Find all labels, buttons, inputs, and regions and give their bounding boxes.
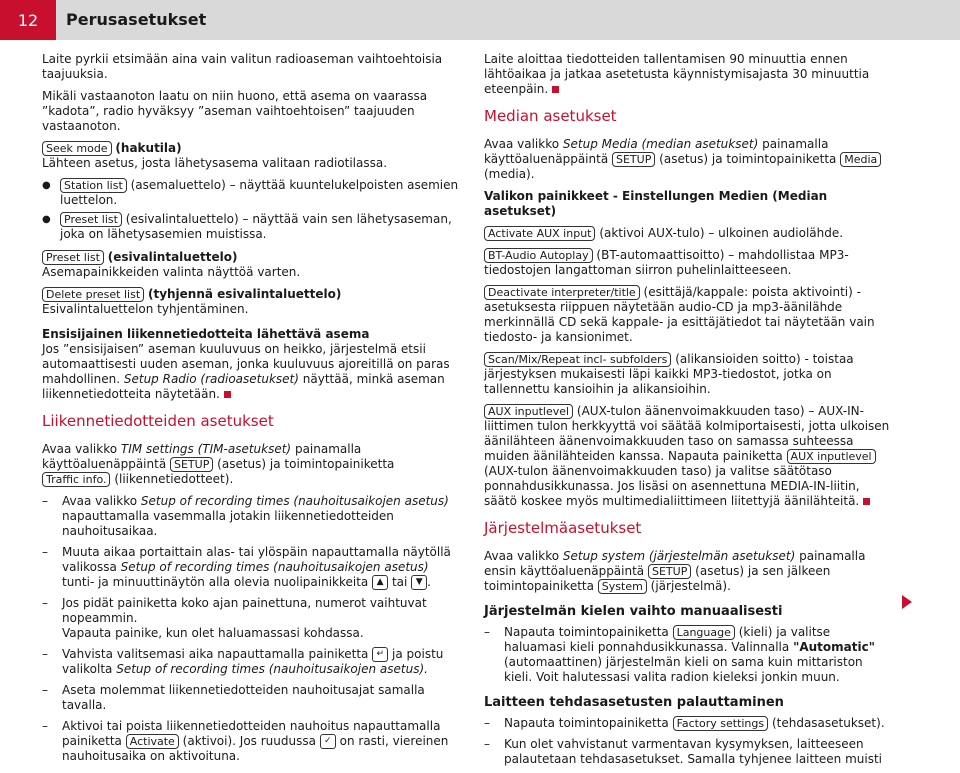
menu-name: Setup Radio (radioasetukset) xyxy=(123,372,299,386)
aux-inputlevel-button: AUX inputlevel xyxy=(787,449,876,464)
preset-list-button: Preset list xyxy=(42,250,104,265)
step-item xyxy=(484,737,894,767)
text: (media). xyxy=(484,167,535,181)
text: painamalla käyttöaluenäppäintä xyxy=(42,442,362,471)
option-name: "Automatic" xyxy=(793,640,875,654)
text: (tehdasasetukset). xyxy=(771,716,885,730)
text: (aktivoi AUX-tulo) – ulkoinen audiolähde. xyxy=(599,226,844,240)
text: (AUX-tulon äänenvoimakkuuden taso) ja valitse säätötaso ponnahdusikkunassa. Jos lisäsi on asennettuna MEDIA-IN-liitin, säätö koskee myös multimedialiittimeen liitettyjä äänilähteitä. xyxy=(484,464,860,508)
page-number: 12 xyxy=(0,0,56,40)
next-page-arrow-icon xyxy=(902,595,912,609)
term: (esivalintaluettelo) xyxy=(107,250,238,264)
subheading: Ensisijainen liikennetiedotteita lähettävä asema xyxy=(42,327,370,341)
delete-preset-entry xyxy=(42,287,464,317)
text: Vapauta painike, kun olet haluamassasi kohdassa. xyxy=(62,626,364,640)
text: (järjestelmä). xyxy=(650,579,731,593)
bt-audio-autoplay-button: BT-Audio Autoplay xyxy=(484,248,593,263)
bullet-item xyxy=(42,178,464,208)
step-item xyxy=(42,647,464,677)
traffic-intro xyxy=(42,442,464,487)
paragraph: Mikäli vastaanoton laatu on niin huono, että asema on vaarassa ”kadota”, radio hyväksyy ”aseman vaihtoehtoisen” taajuuden vastaanoton. xyxy=(42,89,428,133)
text: tunti- ja minuuttinäytön alla olevia nuolipainikkeita xyxy=(62,575,369,589)
step-item xyxy=(42,596,464,641)
media-button: Media xyxy=(840,152,881,167)
bullet-text: (asemaluettelo) – näyttää kuuntelukelpoisten asemien luettelon. xyxy=(60,178,459,207)
section-title-traffic: Liikennetiedotteiden asetukset xyxy=(42,412,274,430)
priority-station-block xyxy=(42,327,464,402)
bullet-item xyxy=(42,212,464,242)
setup-button: SETUP xyxy=(612,152,655,167)
preset-list-button: Preset list xyxy=(60,212,122,227)
arrow-up-icon: ▲ xyxy=(372,575,388,590)
menu-name: Setup Media (median asetukset) xyxy=(562,137,759,151)
scan-mix-repeat-button: Scan/Mix/Repeat incl- subfolders xyxy=(484,352,671,367)
subheading-language: Järjestelmän kielen vaihto manuaalisesti xyxy=(484,604,783,619)
text: (asetus) ja sen jälkeen toimintopainiketta xyxy=(484,564,831,593)
paragraph-text: näyttää, minkä aseman liikennetiedotteita näytetään. xyxy=(42,372,445,401)
deactivate-interpreter-button: Deactivate interpreter/title xyxy=(484,285,640,300)
text: painamalla ensin käyttöaluenäppäintä xyxy=(484,549,866,578)
end-marker-icon xyxy=(224,391,231,398)
text: (esittäjä/kappale: poista aktivointi) - asetuksesta riippuen näytetään audio-CD ja mp3-äänilähde merkinnällä CD sekä kappale- ja esittäjätiedot tai näytetään vain tiedosto- ja kansionimet. xyxy=(484,285,875,344)
option-entry xyxy=(484,248,894,278)
bullet-text: (esivalintaluettelo) – näyttää vain sen lähetysaseman, joka on lähetysasemien muistissa. xyxy=(60,212,452,241)
text: (alikansioiden soitto) - toistaa järjestyksen mukaisesti läpi kaikki MP3-tiedostot, jotka on tallennettu kansioihin ja alikansioihin. xyxy=(484,352,854,396)
factory-settings-button: Factory settings xyxy=(673,716,769,731)
text: (automaattinen) järjestelmän kieli on sama kuin mittariston kieli. Voit halutessasi valita radion kieleksi jonkin muun. xyxy=(504,655,863,684)
paragraph: Laite pyrkii etsimään aina vain valitun radioaseman vaihtoehtoisia taajuuksia. xyxy=(42,52,443,81)
system-button: System xyxy=(598,579,647,594)
step-item xyxy=(42,719,464,764)
text: ja poistu valikolta xyxy=(62,647,444,676)
text: (BT-automaattisoitto) – mahdollistaa MP3-tiedostojen langattoman siirron puhelinlaitteeseen. xyxy=(484,248,849,277)
aux-inputlevel-button: AUX inputlevel xyxy=(484,404,573,419)
text: (aktivoi). Jos ruudussa xyxy=(182,734,316,748)
text: Avaa valikko xyxy=(484,549,560,563)
section-title-media: Median asetukset xyxy=(484,107,617,125)
text: Avaa valikko xyxy=(484,137,560,151)
step-item xyxy=(42,494,464,539)
traffic-info-button: Traffic info. xyxy=(42,472,110,487)
option-entry xyxy=(484,226,894,241)
step-item xyxy=(484,716,894,731)
text: painamalla käyttöaluenäppäintä xyxy=(484,137,829,166)
menu-name: Setup system (järjestelmän asetukset) xyxy=(562,549,796,563)
menu-name: Setup of recording times (nauhoitusaikojen asetus) xyxy=(140,494,449,508)
return-arrow-icon: ↵ xyxy=(372,647,388,662)
media-intro xyxy=(484,137,894,182)
text: on rasti, viereinen nauhoitusaika on aktivoituna. xyxy=(62,734,449,763)
description: Asemapainikkeiden valinta näyttöä varten. xyxy=(42,265,301,279)
text: (asetus) ja toimintopainiketta xyxy=(659,152,837,166)
text: (AUX-tulon äänenvoimakkuuden taso) – AUX-IN-liittimen tulon herkkyyttä voi säätää kolmiportaisesti, jotta ulkoisen äänilähteen äänenvoimakkuuden taso on samassa suhteessa muiden äänilähteiden kanssa. Napauta painiketta xyxy=(484,404,890,463)
text: Napauta toimintopainiketta xyxy=(504,625,669,639)
delete-preset-list-button: Delete preset list xyxy=(42,287,144,302)
text: Muuta aikaa portaittain alas- tai ylöspäin napauttamalla näytöllä valikossa xyxy=(62,545,451,574)
end-marker-icon xyxy=(552,86,559,93)
language-button: Language xyxy=(673,625,735,640)
activate-aux-input-button: Activate AUX input xyxy=(484,226,595,241)
text: (kieli) ja valitse haluamasi kieli ponnahdusikkunassa. Valinnalla xyxy=(504,625,831,654)
chapter-title: Perusasetukset xyxy=(66,10,207,29)
menu-name: Setup of recording times (nauhoitusaikojen asetus). xyxy=(116,662,428,676)
text: (liikennetiedotteet). xyxy=(114,472,234,486)
option-entry xyxy=(484,404,894,509)
description: Lähteen asetus, josta lähetysasema valitaan radiotilassa. xyxy=(42,156,388,170)
text: Aseta molemmat liikennetiedotteiden nauhoitusajat samalla tavalla. xyxy=(62,683,425,712)
text: tai xyxy=(391,575,408,589)
end-marker-icon xyxy=(863,498,870,505)
seek-mode-entry xyxy=(42,141,464,171)
menu-name: Setup of recording times (nauhoitusaikojen asetus) xyxy=(120,560,429,574)
paragraph xyxy=(484,52,894,97)
page-header xyxy=(0,0,960,40)
checkbox-checked-icon: ✓ xyxy=(320,734,336,749)
step-item xyxy=(484,625,894,685)
step-item: – Muuta aikaa portaittain alas- tai ylöspäin napauttamalla näytöllä valikossa Setup of recording times (nauhoitusaikojen asetus) tunti- ja minuuttinäytön alla olevia nuolipainikkeita ▲ tai ▼ . xyxy=(42,545,464,590)
menu-buttons-heading xyxy=(484,189,894,219)
option-entry xyxy=(484,352,894,397)
text: Kun olet vahvistanut varmentavan kysymyksen, laitteeseen palautetaan tehdasasetukset. Samalla tyhjenee laitteen muisti xyxy=(504,737,883,766)
text: Avaa valikko xyxy=(62,494,138,508)
term: (tyhjennä esivalintaluettelo) xyxy=(147,287,342,301)
text: Aktivoi tai poista liikennetiedotteiden nauhoitus napauttamalla painiketta xyxy=(62,719,441,748)
text: Laite aloittaa tiedotteiden tallentamisen 90 minuuttia ennen lähtöaikaa ja jatkaa asetetusta käynnistymisajasta 30 minuuttia eteenpäin. xyxy=(484,52,870,96)
preset-list-entry xyxy=(42,250,464,280)
right-column xyxy=(484,52,894,773)
text: (asetus) ja toimintopainiketta xyxy=(217,457,395,471)
text: Napauta toimintopainiketta xyxy=(504,716,669,730)
subheading-factory: Laitteen tehdasasetusten palauttaminen xyxy=(484,695,784,710)
term: (hakutila) xyxy=(115,141,182,155)
system-intro xyxy=(484,549,894,594)
text: Vahvista valitsemasi aika napauttamalla painiketta xyxy=(62,647,369,661)
section-title-system: Järjestelmäasetukset xyxy=(484,519,642,537)
step-item xyxy=(42,683,464,713)
activate-button: Activate xyxy=(126,734,179,749)
station-list-button: Station list xyxy=(60,178,127,193)
setup-button: SETUP xyxy=(648,564,691,579)
seek-mode-button: Seek mode xyxy=(42,141,112,156)
menu-name: TIM settings (TIM-asetukset) xyxy=(120,442,292,456)
setup-button: SETUP xyxy=(170,457,213,472)
text: Avaa valikko xyxy=(42,442,118,456)
description: Esivalintaluettelon tyhjentäminen. xyxy=(42,302,249,316)
left-column xyxy=(42,52,464,770)
arrow-down-icon: ▼ xyxy=(411,575,427,590)
subheading: Valikon painikkeet - Einstellungen Medien (Median asetukset) xyxy=(484,189,828,218)
text: Jos pidät painiketta koko ajan painettuna, numerot vaihtuvat nopeammin. xyxy=(62,596,427,625)
text: napauttamalla vasemmalla jotakin liikennetiedotteiden nauhoitusaikaa. xyxy=(62,509,394,538)
option-entry xyxy=(484,285,894,345)
paragraph-text: Jos ”ensisijaisen” aseman kuuluvuus on heikko, järjestelmä etsii automaattisesti uuden aseman, jonka kuuluvuus ajoreitillä on paras mahdollinen. xyxy=(42,342,450,386)
